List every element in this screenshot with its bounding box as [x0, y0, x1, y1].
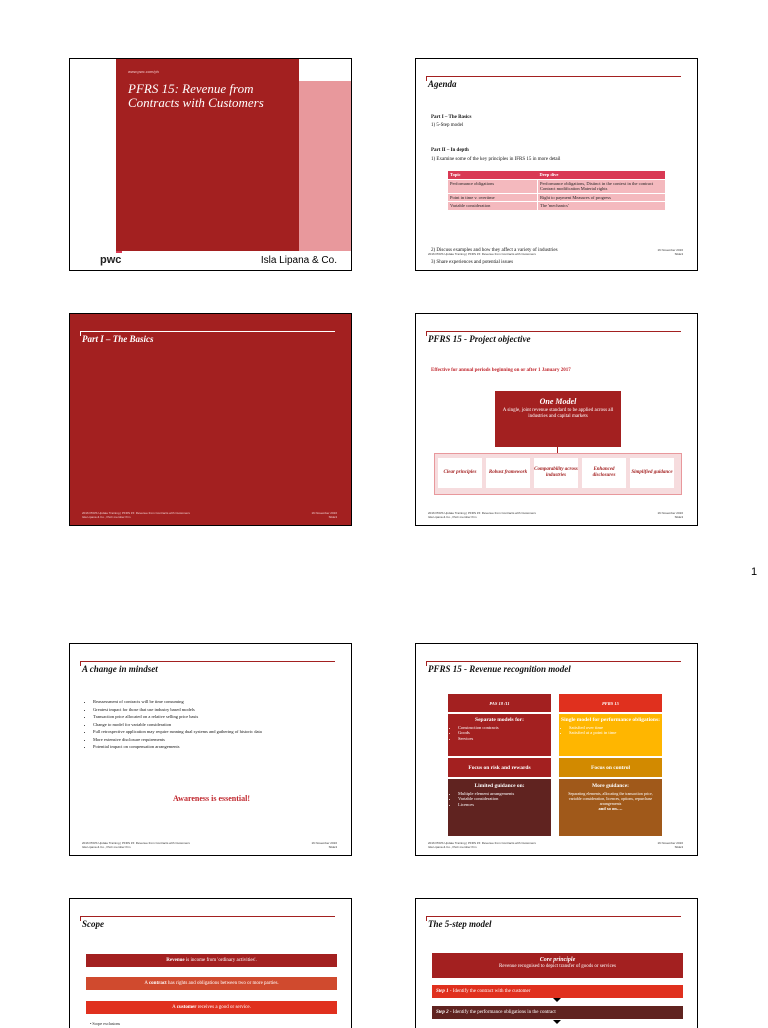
bullet-list — [85, 698, 343, 751]
slide-agenda — [415, 58, 698, 271]
table-cell: Point in time v. overtime — [448, 193, 538, 202]
slide-title — [69, 58, 352, 271]
left-block-guidance — [448, 779, 551, 836]
table-header: Topic — [448, 171, 538, 179]
slide-heading: A change in mindset — [82, 664, 158, 674]
title-rule — [426, 76, 681, 77]
list-item: • Construction contracts — [458, 725, 551, 731]
objective-item: Simplified guidance — [630, 458, 674, 488]
right-guidance-title: More guidance: — [591, 783, 630, 789]
core-principle-desc: Revenue recognised to depict transfer of goods or services — [499, 964, 616, 969]
step-2: Step 2 - Identify the performance obligations in the contract — [432, 1006, 683, 1019]
table-row — [448, 202, 665, 210]
callout-text: Awareness is essential! — [172, 794, 251, 803]
table-cell: Performance obligations — [448, 179, 538, 193]
deep-dive-table — [448, 171, 665, 210]
right-block-guidance — [559, 779, 662, 836]
right-block-model — [559, 714, 662, 756]
footer-left: 2016 PFRS Update Training | PFRS 15: Revenue from Contracts with Customers Isla Lipana & Co., PwC member firm — [82, 841, 190, 849]
title-rule-tick — [426, 661, 427, 666]
title-rule-tick — [80, 331, 81, 336]
slide-section-divider — [69, 313, 352, 526]
list-item: • Licences — [458, 802, 551, 808]
table-cell: The 'mechanics' — [538, 202, 666, 210]
footer-left: 2016 PFRS Update Training | PFRS 15: Revenue from Contracts with Customers Isla Lipana & Co., PwC member firm — [82, 511, 190, 519]
scope-bullet: • Scope exclusions — [90, 1021, 121, 1026]
slide-heading: Agenda — [428, 79, 457, 89]
left-block-title: Separate models for: — [475, 717, 524, 723]
list-item: • Full retrospective application may require running dual systems and gathering of historic data — [93, 728, 343, 736]
arrow-down-icon — [553, 1020, 561, 1024]
footer-right: 16 November 2016 Slide3 — [311, 841, 337, 849]
title-rule-tick — [426, 331, 427, 336]
slide-scope — [69, 898, 352, 1028]
one-model-title: One Model — [539, 397, 577, 406]
title-rule-tick — [426, 76, 427, 81]
pwc-logo: pwc — [100, 254, 122, 266]
agenda-part1-item: 1) 5-Step model — [431, 123, 464, 128]
title-rule-tick — [80, 916, 81, 921]
title-rule-tick — [80, 661, 81, 666]
list-item: • Change to model for variable consideration — [93, 721, 343, 729]
slide-heading: PFRS 15 - Revenue recognition model — [428, 664, 571, 674]
title-rule — [80, 916, 335, 917]
right-column-header: PFRS 15 — [559, 694, 662, 712]
title-url: www.pwc.com/ph — [128, 69, 159, 74]
footer-right: 16 November 2016 Slide3 — [311, 511, 337, 519]
list-item: • Multiple element arrangements — [458, 791, 551, 797]
slide-heading: Scope — [82, 919, 104, 929]
right-block-title: Single model for performance obligations: — [561, 717, 660, 723]
pwc-logo-accent — [116, 251, 122, 253]
title-pink-panel — [299, 81, 352, 251]
table-cell: Performance obligations, Distinct in the context in the contract Contract modification Material rights — [538, 179, 666, 193]
agenda-part2-item: 1) Examine some of the key principles in IFRS 15 in more detail — [431, 157, 561, 162]
list-item: • Satisfied over time — [569, 725, 662, 731]
left-guidance-title: Limited guidance on: — [474, 783, 525, 789]
objective-item: Comparability across industries — [534, 458, 578, 488]
footer-left: 2016 PFRS Update Training | PFRS 15: Revenue from Contracts with Customers Isla Lipana & Co., PwC member firm — [428, 511, 536, 519]
table-row — [448, 193, 665, 202]
table-row — [448, 179, 665, 193]
agenda-item2: 2) Discuss examples and how they affect a variety of industries — [431, 248, 558, 253]
right-guidance-desc: Separating elements, allocating the transaction price, variable consideration, licences, options, repurchase arrangements — [568, 790, 653, 806]
slide-heading: Part I – The Basics — [82, 334, 154, 344]
agenda-item3: 3) Share experiences and potential issues — [431, 260, 514, 265]
list-item: • More extensive disclosure requirements — [93, 736, 343, 744]
slide-project-objective — [415, 313, 698, 526]
list-item: • Satisfied at a point in time — [569, 730, 662, 736]
footer-left: 2016 PFRS Update Training | PFRS 15: Revenue from Contracts with Customers Isla Lipana & Co., PwC member firm — [428, 841, 536, 849]
right-guidance-end: and so on…. — [598, 805, 623, 811]
table-cell: Right to payment Measures of progress — [538, 193, 666, 202]
objective-item: Enhanced disclosures — [582, 458, 626, 488]
left-column-header: PAS 18 /11 — [448, 694, 551, 712]
list-item: • Transaction price allocated on a relative selling price basis — [93, 713, 343, 721]
title-rule — [80, 661, 335, 662]
page-number: 1 — [751, 566, 758, 578]
table-header: Deep dive — [538, 171, 666, 179]
core-principle-box — [432, 953, 683, 978]
list-item: • Greatest impact for those that use industry based models — [93, 706, 343, 714]
arrow-down-icon — [553, 998, 561, 1002]
list-item: • Goods — [458, 730, 551, 736]
step-1: Step 1 - Identify the contract with the customer — [432, 985, 683, 998]
one-model-desc: A single, joint revenue standard to be applied across all industries and capital markets — [502, 408, 614, 419]
slide-heading: The 5-step model — [428, 919, 492, 929]
slide-five-step-model — [415, 898, 698, 1028]
slide-heading: PFRS 15 - Project objective — [428, 334, 531, 344]
objective-item: Clear principles — [438, 458, 482, 488]
agenda-part1: Part I – The Basics — [431, 115, 472, 120]
footer-left: 2016 PFRS Update Training | PFRS 15: Revenue from Contracts with Customers — [428, 252, 536, 256]
table-cell: Variable consideration — [448, 202, 538, 210]
scope-revenue: Revenue is income from 'ordinary activities'. — [86, 954, 337, 967]
footer-right: 16 November 2016 Slide3 — [657, 511, 683, 519]
title-rule — [426, 331, 681, 332]
slide-revenue-recognition-model — [415, 643, 698, 856]
title-rule — [426, 661, 681, 662]
agenda-part2: Part II – In depth — [431, 148, 469, 153]
title-rule — [80, 331, 335, 332]
title-rule-tick — [426, 916, 427, 921]
slide-change-in-mindset — [69, 643, 352, 856]
one-model-box — [495, 391, 621, 447]
list-item: • Services — [458, 736, 551, 742]
footer-right: 16 November 2016 Slide3 — [657, 841, 683, 849]
scope-contract: A contract has rights and obligations between two or more parties. — [86, 977, 337, 990]
list-item: • Variable consideration — [458, 796, 551, 802]
right-focus: Focus on control — [559, 758, 662, 777]
footer-right: 16 November 2016 Slide3 — [657, 248, 683, 256]
effective-date-text: Effective for annual periods beginning on or after 1 January 2017 — [431, 368, 571, 373]
presentation-title: PFRS 15: Revenue from Contracts with Customers — [128, 81, 264, 110]
core-principle-title: Core principle — [539, 957, 576, 963]
list-item: • Reassessment of contracts will be time consuming — [93, 698, 343, 706]
left-focus: Focus on risk and rewards — [448, 758, 551, 777]
objective-item: Robust framework — [486, 458, 530, 488]
list-item: • Potential impact on compensation arrangements — [93, 743, 343, 751]
scope-customer: A customer receives a good or service. — [86, 1001, 337, 1014]
firm-name: Isla Lipana & Co. — [260, 255, 337, 266]
title-rule — [426, 916, 681, 917]
left-block-models — [448, 714, 551, 756]
